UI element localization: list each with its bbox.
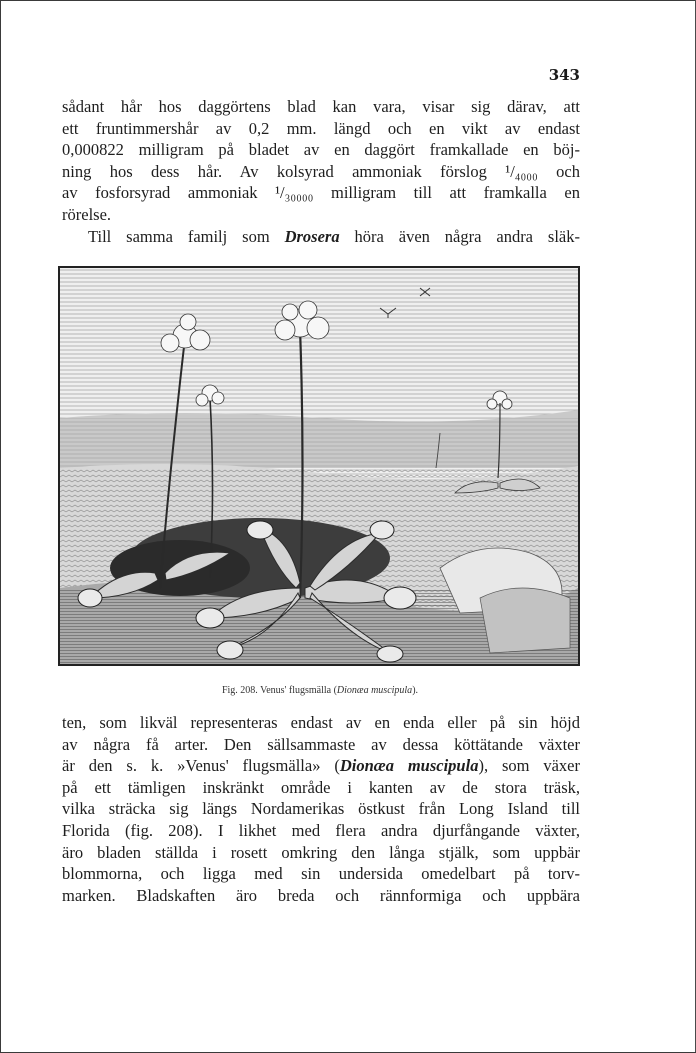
paragraph-top	[62, 96, 580, 247]
species-name: Dionæa muscipula	[339, 756, 479, 776]
text-run: höra även några andra släk-	[339, 226, 580, 246]
text-line: marken. Bladskaften äro breda och rännformiga och uppbära	[62, 885, 580, 905]
text-line: ning hos dess hår. Av kolsyrad ammoniak förslog ¹/₄₀₀₀ och	[62, 161, 580, 181]
text-line: 0,000822 milligram på bladet av en daggört framkallade en böj-	[62, 140, 580, 160]
text-line: ett fruntimmershår av 0,2 mm. längd och en vikt av endast	[62, 118, 580, 138]
text-line: Florida (fig. 208). I likhet med flera andra djurfångande växter,	[62, 820, 580, 840]
text-run: Till samma familj som	[88, 226, 285, 246]
caption-prefix: Fig. 208. Venus' flugsmälla (	[221, 685, 337, 696]
text-line: rörelse.	[62, 204, 112, 224]
scan-edge-left	[0, 0, 1, 1053]
caption-latin-name: Dionæa muscipula	[336, 685, 413, 696]
text-run: är den s. k. »Venus' flugsmälla» (	[62, 756, 340, 776]
venus-flytrap-illustration	[58, 266, 580, 666]
text-line: av fosforsyrad ammoniak ¹/₃₀₀₀₀ milligram till att framkalla en	[62, 183, 580, 203]
page-number: 343	[548, 66, 580, 84]
text-run: ), som växer	[478, 756, 580, 776]
text-line: vilka sträcka sig längs Nordamerikas östkust från Long Island till	[62, 799, 580, 819]
paragraph-bottom	[62, 712, 580, 906]
text-line	[62, 226, 580, 248]
figure-caption	[60, 685, 580, 696]
text-line: äro bladen ställda i rosett omkring den långa stjälk, som uppbär	[62, 842, 580, 862]
text-line: ten, som likväl representeras endast av en enda eller på sin höjd	[62, 713, 580, 732]
text-line: av några få arter. Den sällsammaste av dessa köttätande växter	[62, 734, 580, 754]
text-line: på ett tämligen inskränkt område i kanten av de stora träsk,	[62, 777, 580, 797]
caption-suffix: ).	[412, 685, 419, 696]
scan-edge-top	[0, 0, 696, 1]
text-line: sådant hår hos daggörtens blad kan vara, visar sig därav, att	[62, 97, 580, 116]
genus-name: Drosera	[284, 226, 340, 246]
text-line	[62, 755, 580, 777]
text-line: blommorna, och ligga med sin undersida omedelbart på torv-	[62, 864, 580, 884]
